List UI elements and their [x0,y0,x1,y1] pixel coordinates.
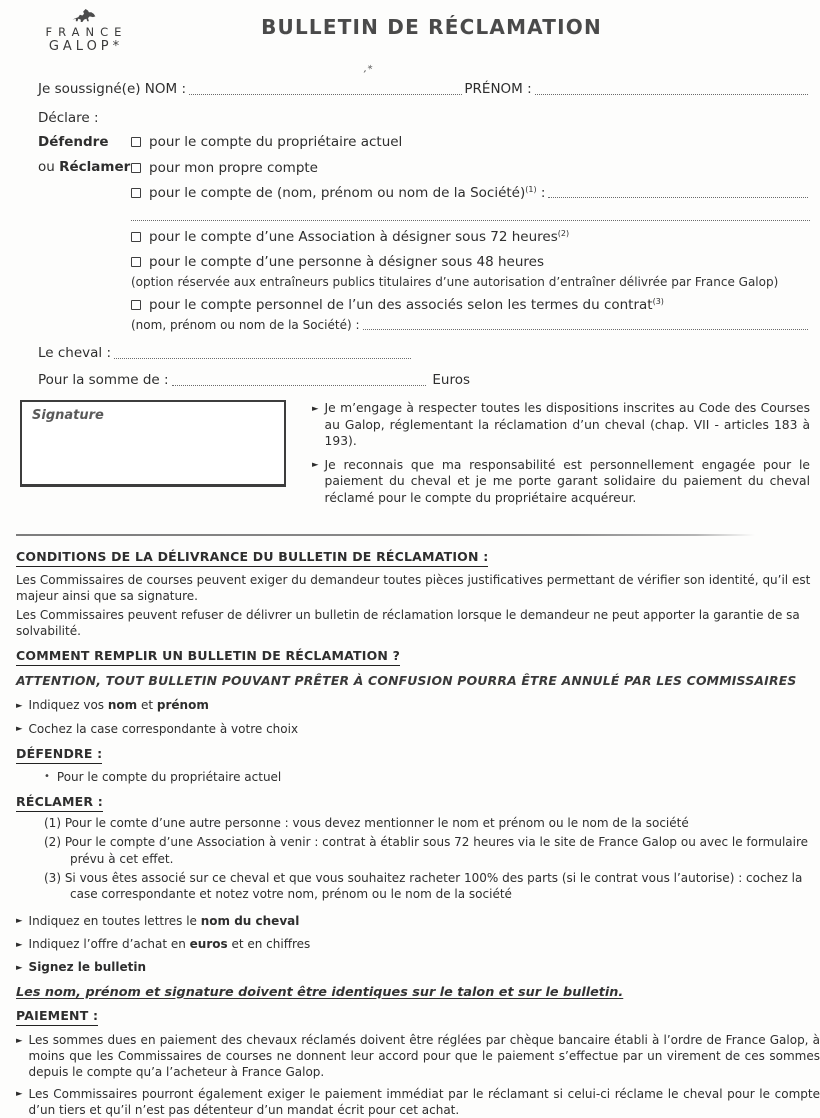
bullet-cochez [16,721,810,737]
comment-heading: COMMENT REMPLIR UN BULLETIN DE RÉCLAMATION ? [16,647,400,666]
conditions-paragraph: Les Commissaires de courses peuvent exiger du demandeur toutes pièces justificatives permettant de vérifier son identité, qu’il est majeur ainsi que sa signature. [16,573,811,604]
option-label: pour le compte personnel de l’un des associés selon les termes du contrat$^{(3)}$ [149,296,664,313]
prenom-label: PRÉNOM : [464,81,532,97]
bullet-text: Cochez la case correspondante à votre choix [28,721,299,736]
bullet-cheval [16,913,810,929]
arrow-bullet-icon: ► [16,962,23,973]
declare-label: Déclare : [38,110,99,126]
reclamer-heading: RÉCLAMER : [16,793,103,812]
page-title: BULLETIN DE RÉCLAMATION [261,15,602,39]
bullet-text: Indiquez l’offre d’achat en euros et en chiffres [28,937,311,952]
option-label: pour le compte d’une personne à désigner sous 48 heures [149,254,545,271]
defendre-item [44,769,810,785]
reclamer-side-label: ou Réclamer [38,159,131,175]
cheval-row [38,345,413,361]
checkbox[interactable] [131,300,141,310]
conditions-heading: CONDITIONS DE LA DÉLIVRANCE DU BULLETIN DE RÉCLAMATION : [16,548,488,567]
signature-section [20,400,810,513]
bullet-text: Signez le bulletin [28,960,147,975]
header [8,6,810,58]
checkbox[interactable] [131,232,141,242]
bullet-signez [16,959,810,975]
dot-bullet-icon: • [44,770,50,782]
item-text: Pour le compte du propriétaire actuel [56,769,282,784]
option-label: pour mon propre compte [149,159,318,176]
somme-field[interactable] [172,373,427,386]
arrow-bullet-icon: ► [16,700,23,711]
somme-label: Pour la somme de : [38,372,169,389]
arrow-bullet-icon: ► [16,1089,23,1100]
engagement-text: Je reconnais que ma responsabilité est personnellement engagée pour le paiement du cheval et je me porte garant solidaire du paiement du cheval réclamé pour le compte du propriétaire acquéreur. [324,457,810,505]
option-note-contrat [131,317,810,332]
nom-label: Je soussigné(e) NOM : [38,81,187,97]
bullet-text: Indiquez en toutes lettres le nom du cheval [28,913,300,928]
signature-box[interactable] [20,400,286,487]
defendre-side-label: Défendre [38,134,109,150]
horse-jockey-icon [28,7,140,24]
bullet-euros [16,936,810,952]
arrow-bullet-icon: ► [16,724,23,735]
nom-field[interactable] [189,82,462,95]
arrow-bullet-icon: ► [312,403,319,414]
prenom-field[interactable] [535,82,808,95]
signature-label: Signature [32,408,104,424]
option-row-compte-de [131,185,810,203]
engagements [312,400,810,513]
cheval-field[interactable] [114,346,411,359]
checkbox[interactable] [131,163,141,173]
euros-label: Euros [432,372,470,389]
paiement-item [16,1032,820,1081]
option-label: pour le compte de (nom, prénom ou nom de la Société)$^{(1)}$ : [149,185,546,202]
option-row-proprietaire-actuel [131,134,810,152]
paiement-text: Les Commissaires pourront également exiger le paiement immédiat par le réclamant si celui-ci réclame le cheval pour le compte d’un tiers et qu’il n’est pas détenteur d’un mandat écrit pour cet achat. [28,1086,820,1117]
societe-field-line2[interactable] [131,209,810,221]
arrow-bullet-icon: ► [16,939,23,950]
contrat-societe-field[interactable] [363,317,809,330]
option-row-propre-compte [131,160,810,178]
identique-warning: Les nom, prénom et signature doivent être identiques sur le talon et sur le bulletin. [16,984,624,1000]
somme-row [38,372,470,388]
section-divider [16,534,755,536]
arrow-bullet-icon: ► [16,1035,23,1046]
options-section [38,131,810,332]
checkbox[interactable] [131,188,141,198]
attention-line: ATTENTION, TOUT BULLETIN POUVANT PRÊTER À CONFUSION POURRA ÊTRE ANNULÉ PAR LES COMMISSAIRES [16,673,797,689]
instructions-section [16,548,820,1118]
option-label: pour le compte du propriétaire actuel [149,134,403,150]
cheval-label: Le cheval : [38,345,112,362]
options-side-labels [38,131,131,332]
brand-line-1: FRANCE [45,25,128,39]
option-note-entraineurs: (option réservée aux entraîneurs publics titulaires d’une autorisation d’entraîner délivrée par France Galop) [131,274,779,289]
identity-row [38,81,810,97]
conditions-paragraph: Les Commissaires peuvent refuser de délivrer un bulletin de réclamation lorsque le demandeur ne peut apporter la garantie de sa solvabilité. [16,607,800,639]
checkbox[interactable] [131,257,141,267]
engagement-item [312,400,810,449]
paiement-item [16,1086,820,1118]
societe-field[interactable] [548,185,808,198]
paiement-text: Les sommes dues en paiement des chevaux réclamés doivent être réglées par chèque bancaire établi à l’ordre de France Galop, à moins que les Commissaires de courses ne donnent leur accord pour que le paiement s’effectue par un virement de ces sommes depuis le compte qu’a l’acheteur à France Galop. [28,1033,820,1080]
france-galop-logo [28,7,140,54]
checkbox[interactable] [131,137,141,147]
defendre-heading: DÉFENDRE : [16,745,102,764]
footnote-3: (3) Si vous êtes associé sur ce cheval et que vous souhaitez racheter 100% des parts (si le contrat vous l’autorise) : cochez la case correspondante et notez votre nom, prénom ou le nom de la société [44,871,803,902]
footnote-1: (1) Pour le comte d’une autre personne : vous devez mentionner le nom et prénom ou le nom de la société [44,816,689,831]
option-row-association-72h [131,229,810,247]
arrow-bullet-icon: ► [16,916,23,927]
engagement-item [312,457,810,506]
bullet-text: Indiquez vos nom et prénom [28,698,209,713]
arrow-bullet-icon: ► [312,460,319,471]
engagement-text: Je m’engage à respecter toutes les dispositions inscrites au Code des Courses au Galop, réglementant la réclamation d’un cheval (chap. VII - articles 183 à 193). [324,401,810,449]
brand-line-2: GALOP* [48,39,124,54]
bullet-nom-prenom [16,697,810,713]
option-row-associe-contrat [131,297,810,315]
contrat-note-label: (nom, prénom ou nom de la Société) : [131,318,360,333]
option-row-personne-48h [131,254,810,272]
paiement-heading: PAIEMENT : [16,1007,98,1026]
option-label: pour le compte d’une Association à désigner sous 72 heures$^{(2)}$ [149,228,570,245]
footnote-2: (2) Pour le compte d’une Association à venir : contrat à établir sous 72 heures via le site de France Galop ou avec le formulaire prévu à cet effet. [44,835,809,866]
